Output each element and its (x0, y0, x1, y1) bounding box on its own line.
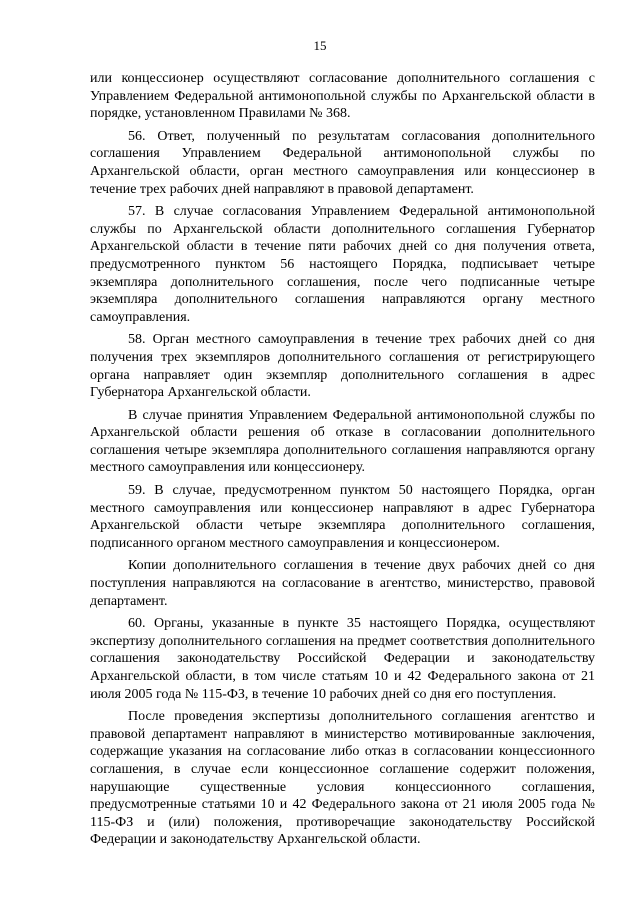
paragraph-58: 58. Орган местного самоуправления в течение трех рабочих дней со дня получения трех экземпляров дополнительного соглашения от регистрирующего органа направляет один экземпляр дополнительного соглашения в адрес Губернатора Архангельской области. (90, 332, 595, 401)
paragraph-59: 59. В случае, предусмотренном пунктом 50 настоящего Порядка, орган местного самоуправления или концессионер направляют в адрес Губернатора Архангельской области четыре экземпляра дополнительного соглашения, подписанного органом местного самоуправления и концессионером. (90, 483, 595, 551)
paragraph-58-refusal: В случае принятия Управлением Федеральной антимонопольной службы по Архангельской области решения об отказе в согласовании дополнительного соглашения четыре экземпляра дополнительного соглашения направляются органу местного самоуправления или концессионеру. (90, 407, 595, 476)
paragraph-continuation: или концессионер осуществляют согласование дополнительного соглашения с Управлением Федеральной антимонопольной службы по Архангельской области в порядке, установленном Правилами № 368. (90, 71, 595, 122)
paragraph-57: 57. В случае согласования Управлением Федеральной антимонопольной службы по Архангельской области дополнительного соглашения Губернатор Архангельской области в течение пяти рабочих дней со дня получения ответа, предусмотренного пунктом 56 настоящего Порядка, подписывает четыре экземпляра дополнительного соглашения, после чего подписанные четыре экземпляра дополнительного соглашения направляются органу местного самоуправления. (90, 204, 595, 325)
document-body (90, 70, 595, 849)
paragraph-59-copies: Копии дополнительного соглашения в течение двух рабочих дней со дня поступления направляются на согласование в агентство, министерство, правовой департамент. (90, 558, 595, 609)
paragraph-60: 60. Органы, указанные в пункте 35 настоящего Порядка, осуществляют экспертизу дополнительного соглашения на предмет соответствия дополнительного соглашения законодательству Российской Федерации и законодательству Архангельской области, в том числе статьям 10 и 42 Федерального закона от 21 июля 2005 года № 115-ФЗ, в течение 10 рабочих дней со дня его поступления. (90, 616, 595, 702)
paragraph-60-conclusions: После проведения экспертизы дополнительного соглашения агентство и правовой департамент направляют в министерство мотивированные заключения, содержащие указания на согласование либо отказ в согласовании концессионного соглашения, в случае если концессионное соглашение содержит положения, нарушающие существенные условия концессионного соглашения, предусмотренные статьями 10 и 42 Федерального закона от 21 июля 2005 года № 115-ФЗ и (или) положения, противоречащие законодательству Российской Федерации и законодательству Архангельской области. (90, 709, 595, 848)
page-number: 15 (313, 38, 327, 53)
paragraph-56: 56. Ответ, полученный по результатам согласования дополнительного соглашения Управлением Федеральной антимонопольной службы по Архангельской области, орган местного самоуправления или концессионер в течение трех рабочих дней направляют в правовой департамент. (90, 128, 595, 197)
